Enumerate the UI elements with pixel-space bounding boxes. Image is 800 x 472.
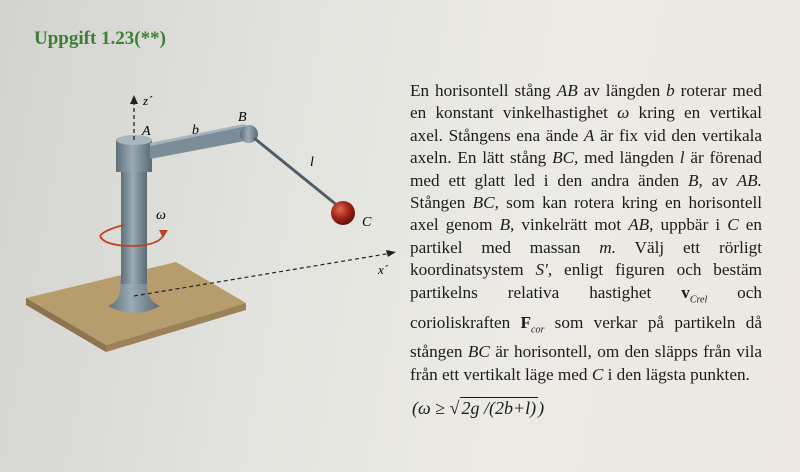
rotating-arm-figure xyxy=(0,70,400,472)
rotation-arrow-back xyxy=(100,225,124,236)
answer-formula: (ω ≥ √ 2g /(2b+l) ) xyxy=(412,398,545,418)
x-axis-label: x´ xyxy=(378,262,389,277)
point-B-label: B xyxy=(238,110,247,125)
rotation-arrowhead xyxy=(159,230,168,238)
length-l-label: l xyxy=(310,155,314,170)
problem-title: Uppgift 1.23(**) xyxy=(34,28,166,49)
point-C-label: C xyxy=(362,215,372,230)
vertical-column xyxy=(121,168,147,284)
problem-text xyxy=(410,80,762,386)
problem-paragraph: En horisontell stång AB av längden b roterar med en konstant vinkelhastighet ω kring en vertikal axel. Stångens ena ände A är fix vid den vertikala axeln. En lätt stång BC, med längden l är förenad med ett glatt led i den andra änden B, av AB. Stången BC, som kan rotera kring en horisontell axel genom B, vinkelrätt mot AB, uppbär i C en partikel med massan m. Välj ett rörligt koordinatsystem S′, enligt figuren och bestäm partikelns relativa hastighet $v_{Crel}$ och corioliskraften $F_{cor}$ som verkar på partikeln då stången BC är horisontell, om den släpps från vila från ett vertikalt läge med C i den lägsta punkten. xyxy=(410,81,763,384)
rod-BC xyxy=(254,138,338,206)
length-b-label: b xyxy=(192,123,199,138)
point-A-label: A xyxy=(142,124,151,139)
x-axis-arrow xyxy=(386,250,396,257)
omega-label: ω xyxy=(156,208,166,223)
particle-C xyxy=(331,201,355,225)
z-axis-arrow xyxy=(130,95,138,104)
z-axis-label: z´ xyxy=(143,93,153,108)
